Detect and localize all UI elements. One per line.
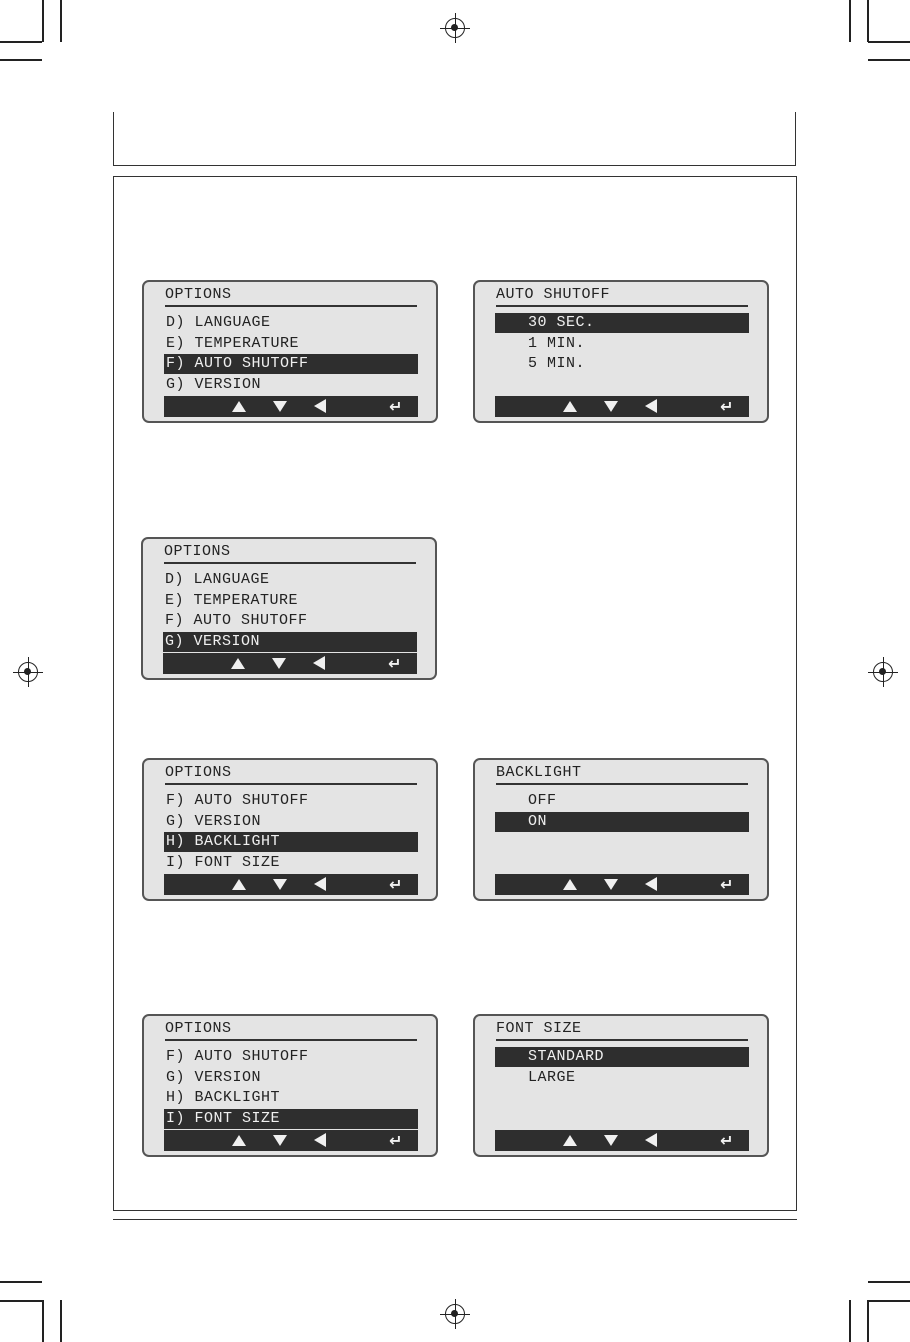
button-bar (163, 653, 417, 674)
footer-rule (113, 1219, 797, 1220)
up-arrow-icon[interactable] (563, 879, 577, 890)
menu-item[interactable]: G) VERSION (166, 375, 262, 393)
options-screen (142, 758, 438, 901)
button-bar (495, 1130, 749, 1151)
menu-item[interactable]: E) TEMPERATURE (166, 334, 300, 352)
screen-title: AUTO SHUTOFF (496, 286, 748, 307)
menu-item[interactable]: E) TEMPERATURE (165, 591, 299, 609)
menu-item[interactable]: F) AUTO SHUTOFF (164, 354, 418, 374)
down-arrow-icon[interactable] (604, 1135, 618, 1146)
crop-mark (867, 0, 869, 42)
menu-item[interactable]: I) FONT SIZE (166, 853, 281, 871)
header-frame (113, 112, 796, 166)
up-arrow-icon[interactable] (563, 1135, 577, 1146)
button-bar (164, 1130, 418, 1151)
menu-item[interactable]: H) BACKLIGHT (164, 832, 418, 852)
registration-mark-icon (445, 1304, 465, 1324)
menu-item[interactable]: F) AUTO SHUTOFF (166, 792, 309, 809)
menu-item[interactable]: D) LANGUAGE (166, 314, 271, 331)
back-arrow-icon[interactable] (645, 877, 657, 891)
down-arrow-icon[interactable] (604, 879, 618, 890)
menu-item[interactable]: 5 MIN. (528, 355, 586, 372)
up-arrow-icon[interactable] (232, 1135, 246, 1146)
enter-icon[interactable]: ↵ (720, 397, 734, 416)
back-arrow-icon[interactable] (314, 877, 326, 891)
backlight-screen (473, 758, 769, 901)
crop-mark (60, 0, 62, 42)
registration-mark-icon (18, 662, 38, 682)
menu-item[interactable]: F) AUTO SHUTOFF (166, 1048, 309, 1065)
up-arrow-icon[interactable] (232, 401, 246, 412)
menu-item[interactable]: G) VERSION (166, 812, 262, 830)
auto-shutoff-screen (473, 280, 769, 423)
screen-title: OPTIONS (164, 543, 416, 564)
enter-icon[interactable]: ↵ (388, 654, 402, 673)
enter-icon[interactable]: ↵ (389, 875, 403, 894)
crop-mark (0, 41, 42, 43)
menu-item[interactable]: STANDARD (495, 1047, 749, 1067)
options-screen (141, 537, 437, 680)
back-arrow-icon[interactable] (645, 1133, 657, 1147)
down-arrow-icon[interactable] (273, 1135, 287, 1146)
menu-item[interactable]: 1 MIN. (528, 334, 586, 352)
button-bar (495, 874, 749, 895)
screen-title: OPTIONS (165, 286, 417, 307)
menu-item[interactable]: I) FONT SIZE (164, 1109, 418, 1129)
down-arrow-icon[interactable] (273, 401, 287, 412)
registration-mark-icon (873, 662, 893, 682)
crop-mark (42, 1300, 44, 1342)
enter-icon[interactable]: ↵ (389, 397, 403, 416)
menu-item[interactable]: D) LANGUAGE (165, 571, 270, 588)
menu-item[interactable]: F) AUTO SHUTOFF (165, 612, 308, 629)
menu-item[interactable]: LARGE (528, 1068, 576, 1086)
options-screen (142, 1014, 438, 1157)
down-arrow-icon[interactable] (604, 401, 618, 412)
button-bar (164, 874, 418, 895)
crop-mark (849, 0, 851, 42)
screen-title: FONT SIZE (496, 1020, 748, 1041)
menu-item[interactable]: ON (495, 812, 749, 832)
down-arrow-icon[interactable] (273, 879, 287, 890)
enter-icon[interactable]: ↵ (720, 875, 734, 894)
back-arrow-icon[interactable] (314, 1133, 326, 1147)
crop-mark (0, 59, 42, 61)
back-arrow-icon[interactable] (313, 656, 325, 670)
crop-mark (42, 0, 44, 42)
screen-title: OPTIONS (165, 764, 417, 785)
screen-title: BACKLIGHT (496, 764, 748, 785)
registration-mark-icon (445, 18, 465, 38)
menu-item[interactable]: G) VERSION (163, 632, 417, 652)
font-size-screen (473, 1014, 769, 1157)
crop-mark (0, 1281, 42, 1283)
options-screen (142, 280, 438, 423)
up-arrow-icon[interactable] (232, 879, 246, 890)
menu-item[interactable]: OFF (528, 792, 557, 809)
crop-mark (868, 59, 910, 61)
screen-title: OPTIONS (165, 1020, 417, 1041)
crop-mark (60, 1300, 62, 1342)
down-arrow-icon[interactable] (272, 658, 286, 669)
menu-item[interactable]: 30 SEC. (495, 313, 749, 333)
crop-mark (849, 1300, 851, 1342)
enter-icon[interactable]: ↵ (720, 1131, 734, 1150)
crop-mark (868, 1281, 910, 1283)
enter-icon[interactable]: ↵ (389, 1131, 403, 1150)
menu-item[interactable]: G) VERSION (166, 1068, 262, 1086)
crop-mark (868, 41, 910, 43)
back-arrow-icon[interactable] (645, 399, 657, 413)
up-arrow-icon[interactable] (563, 401, 577, 412)
crop-mark (0, 1300, 42, 1302)
crop-mark (867, 1300, 869, 1342)
button-bar (495, 396, 749, 417)
back-arrow-icon[interactable] (314, 399, 326, 413)
crop-mark (868, 1300, 910, 1302)
button-bar (164, 396, 418, 417)
menu-item[interactable]: H) BACKLIGHT (166, 1089, 281, 1106)
up-arrow-icon[interactable] (231, 658, 245, 669)
